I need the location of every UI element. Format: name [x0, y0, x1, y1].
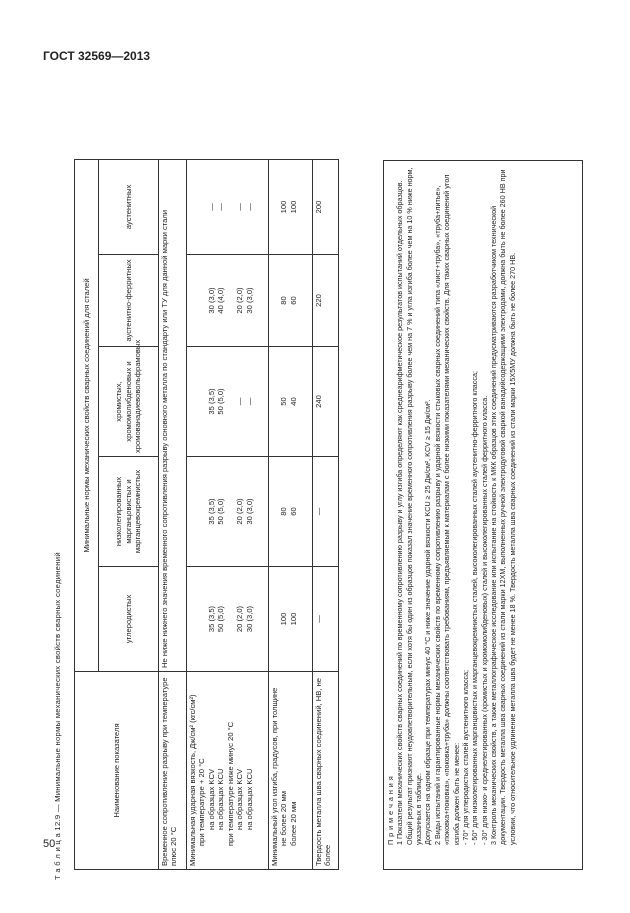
hardness-austenitic: 200 — [313, 159, 339, 254]
impact-kcu: на образцах KCU — [216, 768, 226, 830]
impact-m20: при температуре ниже минус 20 °С — [225, 721, 235, 846]
note-1b: Допускается на одном образце при температурах минус 40 °С и ниже значение ударной вязкости KCU ≥ 25 Дж/см², KCV ≥ 15 Дж/см². — [423, 399, 433, 845]
row-impact-label — [187, 672, 269, 870]
row-bend-label: Минимальный угол изгиба, градусов, при толщине не более 20 мм более 20 мм — [269, 672, 313, 870]
row-tensile-value: Не ниже нижнего значения временного сопротивления разрыву основного металла по стандарту или ТУ для данной марки стали — [159, 159, 187, 671]
document-title: ГОСТ 32569—2013 — [43, 49, 151, 63]
impact-low-alloy: 35 (3,5) 50 (5,0) 20 (2,0) 30 (3,0) — [187, 457, 269, 567]
header-indicator: Наименование показателя — [75, 672, 159, 870]
header-austenitic: аустенитных — [99, 159, 159, 254]
impact-kcv: на образцах KCV — [206, 768, 216, 830]
hardness-low-alloy: — — [313, 457, 339, 567]
hardness-chromium: 240 — [313, 347, 339, 457]
impact-austenitic-ferritic: 30 (3,0) 40 (4,0) 20 (2,0) 30 (3,0) — [187, 255, 269, 347]
mechanical-properties-table — [74, 159, 339, 870]
table-caption: Т а б л и ц а 12.9 — Минимальные нормы механических свойств сварных соединений — [53, 552, 62, 880]
bend-carbon: 100 100 — [269, 567, 313, 672]
impact-carbon: 35 (3,5) 50 (5,0) 20 (2,0) 30 (3,0) — [187, 567, 269, 672]
impact-p20: при температуре + 20 °С — [197, 758, 207, 846]
page-number: 50 — [43, 838, 56, 850]
impact-chromium: 35 (3,5) 50 (5,0) — — — [187, 347, 269, 457]
header-low-alloy: низколегированных марганцовистых и марганцевокремнистых — [99, 457, 159, 567]
bend-low-alloy: 80 60 — [269, 457, 313, 567]
rotated-page-content — [50, 80, 590, 880]
note-2: 2 Виды испытаний и гарантированные нормы механических свойств по временному сопротивлению разрыву и ударной вязкости стыковых сварных соединений типа «лист+труба», «труба+литье», «поковка+поковка», «поковка+труба» должны соответствовать требованиям, предъявляемым к материалам с более низкими показателями механических свойств. Для таких сварных соединений угол изгиба должен быть не менее: — [432, 174, 461, 845]
row-tensile-label: Временное сопротивление разрыву при температуре плюс 20 °С — [159, 672, 187, 870]
note-2a: - 70° для углеродистых сталей аустенитного класса; — [460, 669, 470, 845]
note-3: 3 Контроль механических свойств, а также металлографическое исследование или испытание на стойкость к МКК образцов этих соединений предусматриваются разработчиком технической документации. Твердость металла шва сварных соединений из стали марки 12ХМ, выполненных ручной электродуговой сваркой ванадийсодержащими электродами, должна быть не более 260 НВ при условии, что относительное удлинение металла шва будет не менее 18 %. Твердость металла шва сварных соединений из стали марки 15Х5МУ должна быть не более 270 НВ. — [488, 169, 517, 845]
impact-kcv2: на образцах KCV — [235, 768, 245, 830]
hardness-carbon: — — [313, 567, 339, 672]
header-carbon: углеродистых — [99, 567, 159, 672]
note-2b: - 50° для низколегированных марганцовистых и марганцевокремнистых сталей, высоколегированных сталей аустенитно-ферритного класса; — [470, 371, 480, 845]
row-hardness-label: Твердость металла шва сварных соединений, НВ, не более — [313, 672, 339, 870]
bend-chromium: 50 40 — [269, 347, 313, 457]
note-1: 1 Показатели механических свойств сварных соединений по временному сопротивлению разрыву и углу изгиба определяют как среднеарифметическое результатов испытаний отдельных образцов. Общий результат признают неудовлетворительным, если хотя бы один из образцов показал значение временного сопротивления разрыву более чем на 7 % и угла изгиба более чем на 10 % ниже норм, указанных в таблице. — [395, 167, 424, 845]
impact-austenitic: — — — — — [187, 159, 269, 254]
note-2c: - 30° для низко- и среднелегированных (хромистых и хромомолибденовых) сталей и высоколегированных сталей ферритного класса. — [479, 395, 489, 845]
header-austenitic-ferritic: аустенитно-ферритных — [99, 255, 159, 347]
hardness-austenitic-ferritic: 220 — [313, 255, 339, 347]
bend-austenitic-ferritic: 80 60 — [269, 255, 313, 347]
impact-title: Минимальная ударная вязкость, Дж/см² (кгс/см²) — [188, 694, 197, 866]
header-group: Минимальные нормы механических свойств сварных соединений для сталей — [75, 159, 99, 671]
header-chromium: хромистых, хромомолибденовых и хромованадиевовольфрамовых — [99, 347, 159, 457]
bend-austenitic: 100 100 — [269, 159, 313, 254]
table-notes — [383, 160, 583, 870]
notes-title: П р и м е ч а н и я — [386, 775, 395, 845]
impact-kcu2: на образцах KCU — [244, 768, 254, 830]
